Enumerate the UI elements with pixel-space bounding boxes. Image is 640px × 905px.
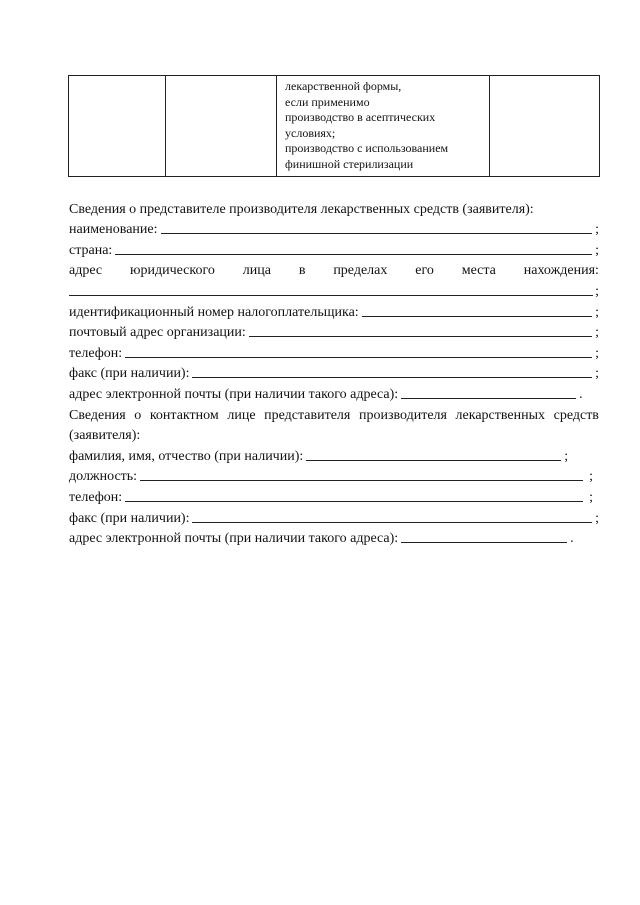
contact-phone-label: телефон: [69, 489, 123, 505]
phone-field-row [69, 341, 599, 362]
section-heading-contact [69, 403, 599, 424]
postal-address-label: почтовый адрес организации: [69, 325, 246, 341]
postal-address-field-row [69, 321, 599, 342]
semicolon: ; [595, 325, 599, 341]
heading-word: Сведения [69, 407, 126, 423]
postal-address-field[interactable] [249, 335, 592, 337]
semicolon: ; [589, 489, 593, 505]
name-field[interactable] [161, 232, 593, 234]
table-cell-empty [69, 76, 166, 177]
section-heading-representative: Сведения о представителе производителя лекарственных средств (заявителя): [69, 201, 534, 217]
legal-address-word: лица [242, 263, 271, 279]
heading-word: производителя [358, 407, 447, 423]
cell-line: производство с использованием [285, 141, 449, 155]
cell-text-block [277, 76, 489, 172]
period: . [570, 531, 574, 547]
phone-label: телефон: [69, 345, 123, 361]
legal-address-word: юридического [130, 263, 215, 279]
legal-address-word: адрес [69, 263, 103, 279]
semicolon: ; [595, 283, 599, 299]
fio-field-row [69, 444, 599, 465]
country-field-row [69, 238, 599, 259]
contact-fax-label: факс (при наличии): [69, 510, 190, 526]
fio-field[interactable] [306, 459, 561, 461]
table-cell-empty [166, 76, 277, 177]
semicolon: ; [595, 242, 599, 258]
cell-line: если применимо [285, 94, 370, 109]
country-label: страна: [69, 242, 113, 258]
cell-line: финишной стерилизации [285, 156, 414, 171]
name-field-row [69, 218, 599, 239]
email-field[interactable] [401, 397, 576, 399]
name-label: наименование: [69, 222, 158, 238]
contact-phone-field[interactable] [125, 500, 583, 502]
inn-field-row [69, 300, 599, 321]
legal-address-word: пределах [333, 263, 388, 279]
heading-word: представителя [264, 407, 351, 423]
semicolon: ; [595, 345, 599, 361]
cell-line: лекарственной формы, [285, 79, 402, 93]
country-field[interactable] [115, 253, 592, 255]
position-label: должность: [69, 469, 138, 485]
semicolon: ; [595, 510, 599, 526]
inn-field[interactable] [362, 315, 592, 317]
cell-line: условиях; [285, 125, 336, 140]
contact-email-field[interactable] [401, 541, 567, 543]
semicolon: ; [595, 366, 599, 382]
contact-phone-field-row [69, 485, 599, 506]
legal-address-word: его [415, 263, 434, 279]
period: . [579, 386, 583, 402]
heading-word: лице [227, 407, 256, 423]
applicant-form [69, 197, 599, 547]
table-row [69, 76, 600, 177]
position-field-row [69, 465, 599, 486]
requirements-table-fragment [68, 75, 600, 177]
email-label: адрес электронной почты (при наличии такого адреса): [69, 386, 399, 402]
table-cell-empty [490, 76, 600, 177]
fax-field-row [69, 362, 599, 383]
heading-word: лекарственных [455, 407, 546, 423]
table-cell-text [277, 76, 490, 177]
section-heading-contact-cont: (заявителя): [69, 428, 141, 444]
position-field[interactable] [140, 479, 583, 481]
contact-fax-field[interactable] [192, 521, 592, 523]
legal-address-word: нахождения: [523, 263, 599, 279]
cell-line: производство в асептических [285, 110, 436, 124]
phone-field[interactable] [125, 356, 592, 358]
semicolon: ; [564, 448, 569, 464]
semicolon: ; [595, 304, 599, 320]
heading-word: средств [553, 407, 599, 423]
legal-address-field-row [69, 279, 599, 300]
email-field-row [69, 382, 599, 403]
heading-word: контактном [149, 407, 219, 423]
contact-email-label: адрес электронной почты (при наличии такого адреса): [69, 531, 399, 547]
semicolon: ; [595, 222, 599, 238]
inn-label: идентификационный номер налогоплательщика: [69, 304, 359, 320]
legal-address-word: в [298, 263, 306, 279]
fio-label: фамилия, имя, отчество (при наличии): [69, 448, 304, 464]
fax-field[interactable] [192, 376, 592, 378]
legal-address-field[interactable] [69, 294, 593, 296]
heading-word: о [134, 407, 142, 423]
fax-label: факс (при наличии): [69, 366, 190, 382]
contact-email-field-row [69, 527, 599, 548]
legal-address-word: места [461, 263, 496, 279]
legal-address-label-row [69, 259, 599, 280]
contact-fax-field-row [69, 506, 599, 527]
semicolon: ; [589, 469, 593, 485]
